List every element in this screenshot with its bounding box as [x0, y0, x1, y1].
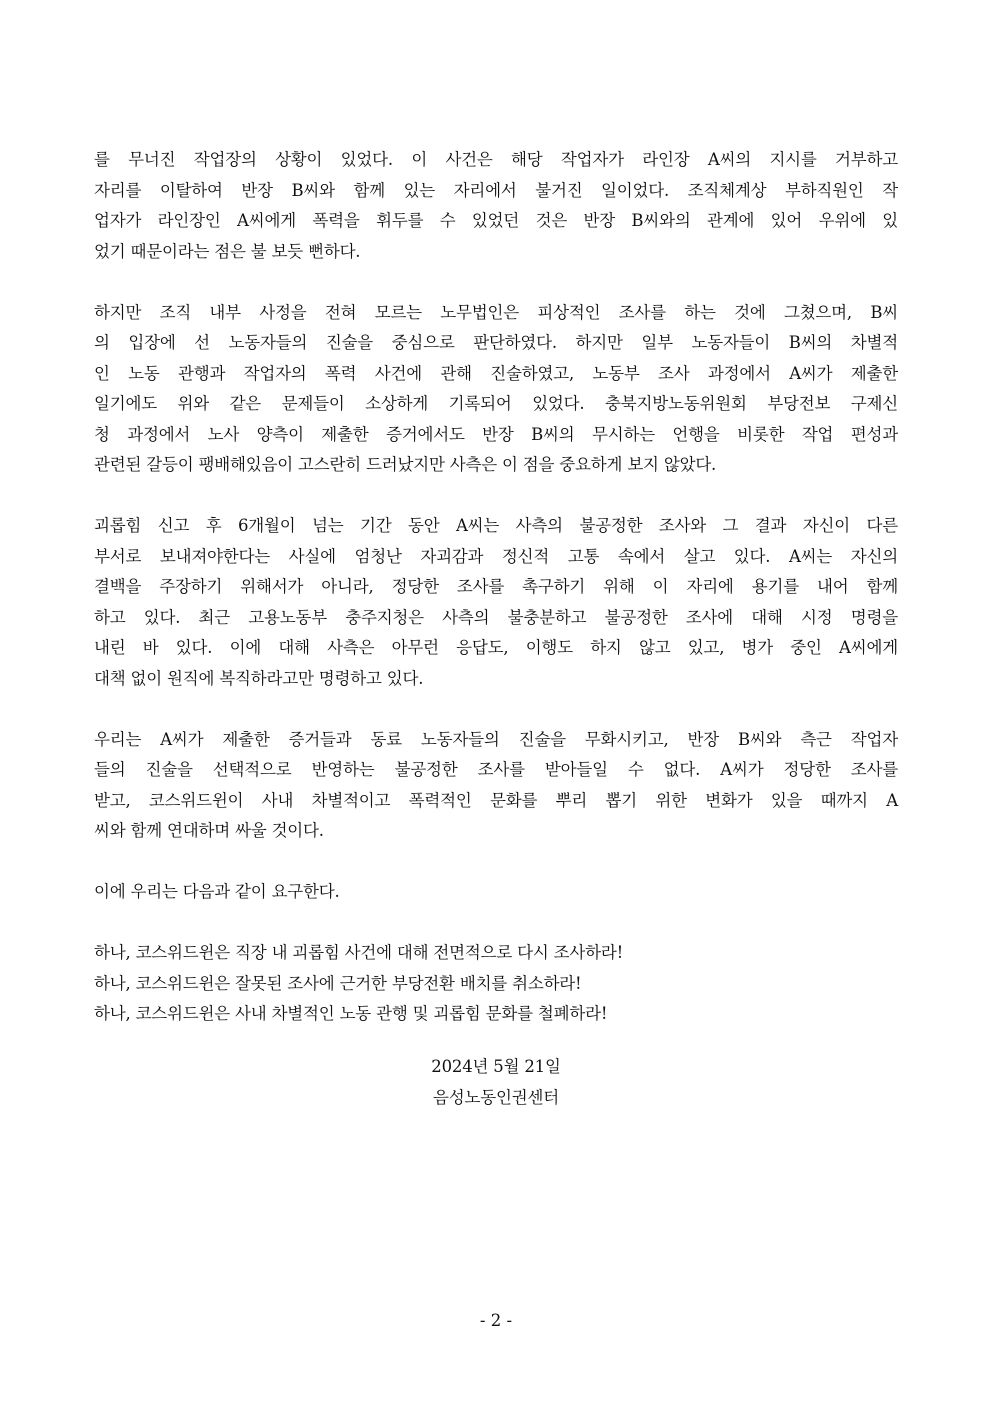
- paragraph-gap: [94, 481, 898, 512]
- signature-organization: 음성노동인권센터: [433, 1087, 559, 1107]
- text-line: 이에 우리는 다음과 같이 요구한다.: [94, 882, 340, 901]
- paragraph-3: [94, 511, 898, 694]
- paragraph-5: [94, 877, 898, 908]
- text-line: 들의 진술을 선택적으로 반영하는 불공정한 조사를 받아들일 수 없다. A씨가 정당한 조사를: [94, 760, 898, 779]
- paragraph-1: [94, 145, 898, 267]
- signature-block: [0, 1052, 992, 1113]
- paragraph-gap: [94, 267, 898, 298]
- paragraph-4: [94, 725, 898, 847]
- paragraph-2: [94, 298, 898, 481]
- demand-item: 하나, 코스위드윈은 사내 차별적인 노동 관행 및 괴롭힘 문화를 철폐하라!: [94, 1004, 608, 1023]
- text-line: 대책 없이 원직에 복직하라고만 명령하고 있다.: [94, 668, 424, 688]
- text-line: 일기에도 위와 같은 문제들이 소상하게 기록되어 있었다. 충북지방노동위원회 부당전보 구제신: [94, 394, 898, 413]
- signature-date: 2024년 5월 21일: [431, 1057, 561, 1076]
- text-line: 결백을 주장하기 위해서가 아니라, 정당한 조사를 촉구하기 위해 이 자리에 용기를 내어 함께: [94, 577, 898, 596]
- text-line: 자리를 이탈하여 반장 B씨와 함께 있는 자리에서 불거진 일이었다. 조직체계상 부하직원인 작: [94, 180, 898, 200]
- page-number: - 2 -: [479, 1311, 513, 1330]
- text-line: 었기 때문이라는 점은 불 보듯 뻔하다.: [94, 241, 361, 261]
- text-line: 인 노동 관행과 작업자의 폭력 사건에 관해 진술하였고, 노동부 조사 과정에서 A씨가 제출한: [94, 363, 898, 383]
- document-body: [94, 145, 898, 1030]
- demand-item: 하나, 코스위드윈은 직장 내 괴롭힘 사건에 대해 전면적으로 다시 조사하라!: [94, 943, 624, 962]
- text-line: 를 무너진 작업장의 상황이 있었다. 이 사건은 해당 작업자가 라인장 A씨의 지시를 거부하고: [94, 150, 898, 169]
- text-line: 내린 바 있다. 이에 대해 사측은 아무런 응답도, 이행도 하지 않고 있고, 병가 중인 A씨에게: [94, 638, 898, 657]
- text-line: 관련된 갈등이 팽배해있음이 고스란히 드러났지만 사측은 이 점을 중요하게 보지 않았다.: [94, 455, 717, 474]
- text-line: 씨와 함께 연대하며 싸울 것이다.: [94, 821, 324, 840]
- demands-list: [94, 938, 898, 1030]
- paragraph-gap: [94, 847, 898, 878]
- demand-item: 하나, 코스위드윈은 잘못된 조사에 근거한 부당전환 배치를 취소하라!: [94, 973, 582, 993]
- text-line: 받고, 코스위드윈이 사내 차별적이고 폭력적인 문화를 뿌리 뽑기 위한 변화가 있을 때까지 A: [94, 790, 898, 810]
- text-line: 부서로 보내져야한다는 사실에 엄청난 자괴감과 정신적 고통 속에서 살고 있다. A씨는 자신의: [94, 546, 898, 566]
- text-line: 하지만 조직 내부 사정을 전혀 모르는 노무법인은 피상적인 조사를 하는 것에 그쳤으며, B씨: [94, 302, 898, 322]
- text-line: 하고 있다. 최근 고용노동부 충주지청은 사측의 불충분하고 불공정한 조사에 대해 시정 명령을: [94, 607, 898, 627]
- paragraph-gap: [94, 908, 898, 939]
- text-line: 의 입장에 선 노동자들의 진술을 중심으로 판단하였다. 하지만 일부 노동자들이 B씨의 차별적: [94, 333, 898, 352]
- text-line: 청 과정에서 노사 양측이 제출한 증거에서도 반장 B씨의 무시하는 언행을 비롯한 작업 편성과: [94, 424, 898, 444]
- paragraph-gap: [94, 694, 898, 725]
- text-line: 업자가 라인장인 A씨에게 폭력을 휘두를 수 있었던 것은 반장 B씨와의 관계에 있어 우위에 있: [94, 211, 898, 230]
- text-line: 괴롭힘 신고 후 6개월이 넘는 기간 동안 A씨는 사측의 불공정한 조사와 그 결과 자신이 다른: [94, 516, 898, 535]
- text-line: 우리는 A씨가 제출한 증거들과 동료 노동자들의 진술을 무화시키고, 반장 B씨와 측근 작업자: [94, 729, 898, 749]
